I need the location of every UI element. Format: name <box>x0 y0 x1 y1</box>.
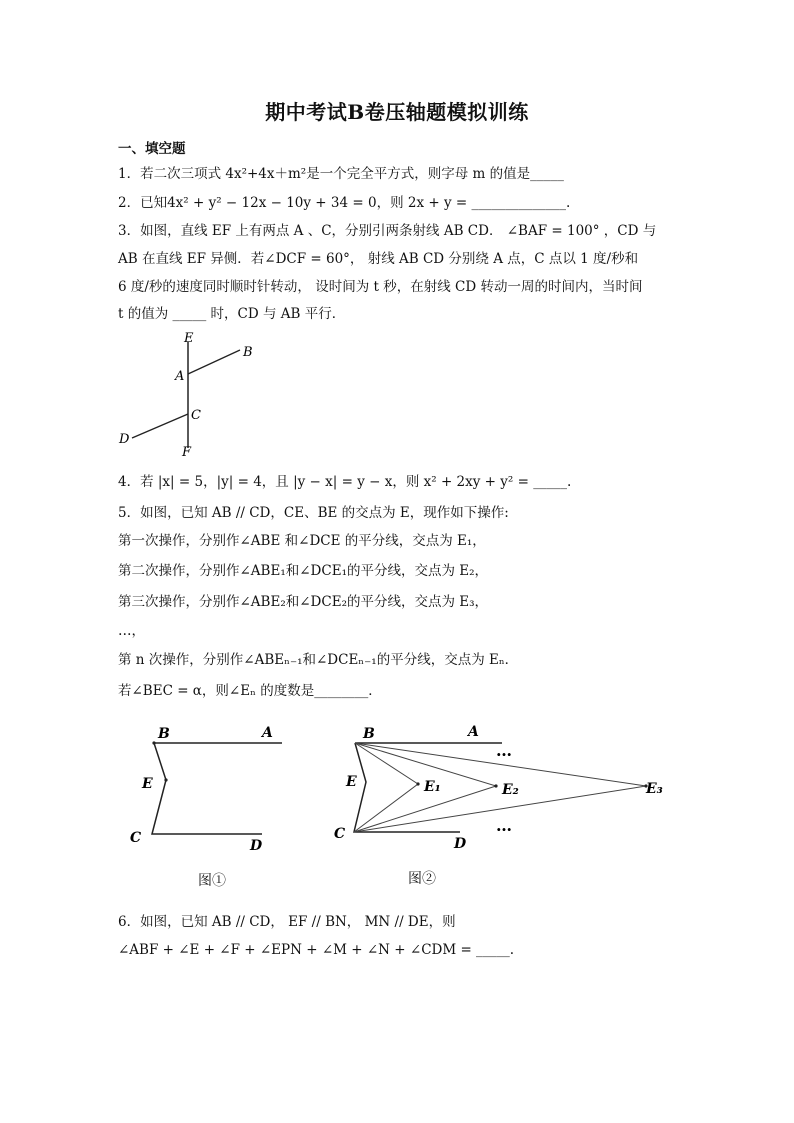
label-c: C <box>334 826 346 842</box>
label-d: D <box>119 432 130 447</box>
label-e: E <box>184 331 194 346</box>
question-5-line-1: 5．如图，已知 AB // CD，CE、BE 的交点为 E，现作如下操作: <box>118 505 509 521</box>
question-1: 1．若二次三项式 4x²+4x＋m²是一个完全平方式，则字母 m 的值是_____ <box>118 166 564 182</box>
label-b: B <box>363 726 375 742</box>
section-heading: 一、填空题 <box>118 141 186 157</box>
question-6-line-2: ∠ABF + ∠E + ∠F + ∠EPN + ∠M + ∠N + ∠CDM = _____. <box>118 942 515 958</box>
label-e3: E₃ <box>646 781 663 797</box>
label-a: A <box>468 724 479 740</box>
question-3-line-1: 3．如图，直线 EF 上有两点 A 、C，分别引两条射线 AB CD． ∠BAF = 100° ，CD 与 <box>118 223 657 239</box>
figure-q5-1 <box>120 718 300 858</box>
label-b: B <box>158 726 170 742</box>
figure-q5-2 <box>330 718 674 858</box>
question-3-line-3: 6 度/秒的速度同时顺时针转动， 设时间为 t 秒，在射线 CD 转动一周的时间内，当时间 <box>118 279 643 295</box>
question-2: 2．已知4x² + y² − 12x − 10y + 34 = 0，则 2x + y = ______________. <box>118 195 571 211</box>
label-d: D <box>250 838 263 854</box>
point-e1 <box>416 782 419 785</box>
label-a: A <box>175 369 185 384</box>
figure-1-caption: 图① <box>198 873 226 889</box>
dots-bottom: … <box>496 816 512 835</box>
question-5-line-5: …， <box>118 623 145 639</box>
question-5-line-2: 第一次操作，分别作∠ABE 和∠DCE 的平分线，交点为 E₁， <box>118 533 486 549</box>
question-5-line-7: 若∠BEC = α，则∠Eₙ 的度数是________． <box>118 683 382 699</box>
path-e1 <box>354 743 418 832</box>
path-b-e-c-d <box>152 743 262 834</box>
label-e2: E₂ <box>502 782 519 798</box>
page-title: 期中考试B卷压轴题模拟训练 <box>265 100 529 124</box>
label-d: D <box>454 836 467 852</box>
point-e2 <box>494 784 497 787</box>
question-3-line-4: t 的值为 _____ 时，CD 与 AB 平行． <box>118 306 346 322</box>
question-4: 4．若 |x| = 5，|y| = 4，且 |y − x| = y − x，则 x² + 2xy + y² = _____. <box>118 474 572 490</box>
label-e: E <box>142 776 153 792</box>
figure-q3 <box>112 328 272 460</box>
ray-ab <box>188 350 240 374</box>
label-a: A <box>262 725 273 741</box>
label-c: C <box>191 408 201 423</box>
question-6-line-1: 6．如图，已知 AB // CD， EF // BN， MN // DE，则 <box>118 914 456 930</box>
dots-top: … <box>496 741 512 760</box>
label-f: F <box>182 445 192 460</box>
label-b: B <box>243 345 253 360</box>
question-5-line-6: 第 n 次操作，分别作∠ABEₙ₋₁和∠DCEₙ₋₁的平分线，交点为 Eₙ． <box>118 652 519 668</box>
question-5-line-4: 第三次操作，分别作∠ABE₂和∠DCE₂的平分线，交点为 E₃， <box>118 594 489 610</box>
label-e: E <box>346 774 357 790</box>
point-b <box>152 741 155 744</box>
point-e <box>164 778 167 781</box>
figure-2-caption: 图② <box>408 871 436 887</box>
label-e1: E₁ <box>424 779 441 795</box>
label-c: C <box>130 830 142 846</box>
question-3-line-2: AB 在直线 EF 异侧．若∠DCF = 60°， 射线 AB CD 分别绕 A 点，C 点以 1 度/秒和 <box>118 251 639 267</box>
ray-cd <box>132 414 188 438</box>
question-5-line-3: 第二次操作，分别作∠ABE₁和∠DCE₁的平分线，交点为 E₂， <box>118 563 489 579</box>
